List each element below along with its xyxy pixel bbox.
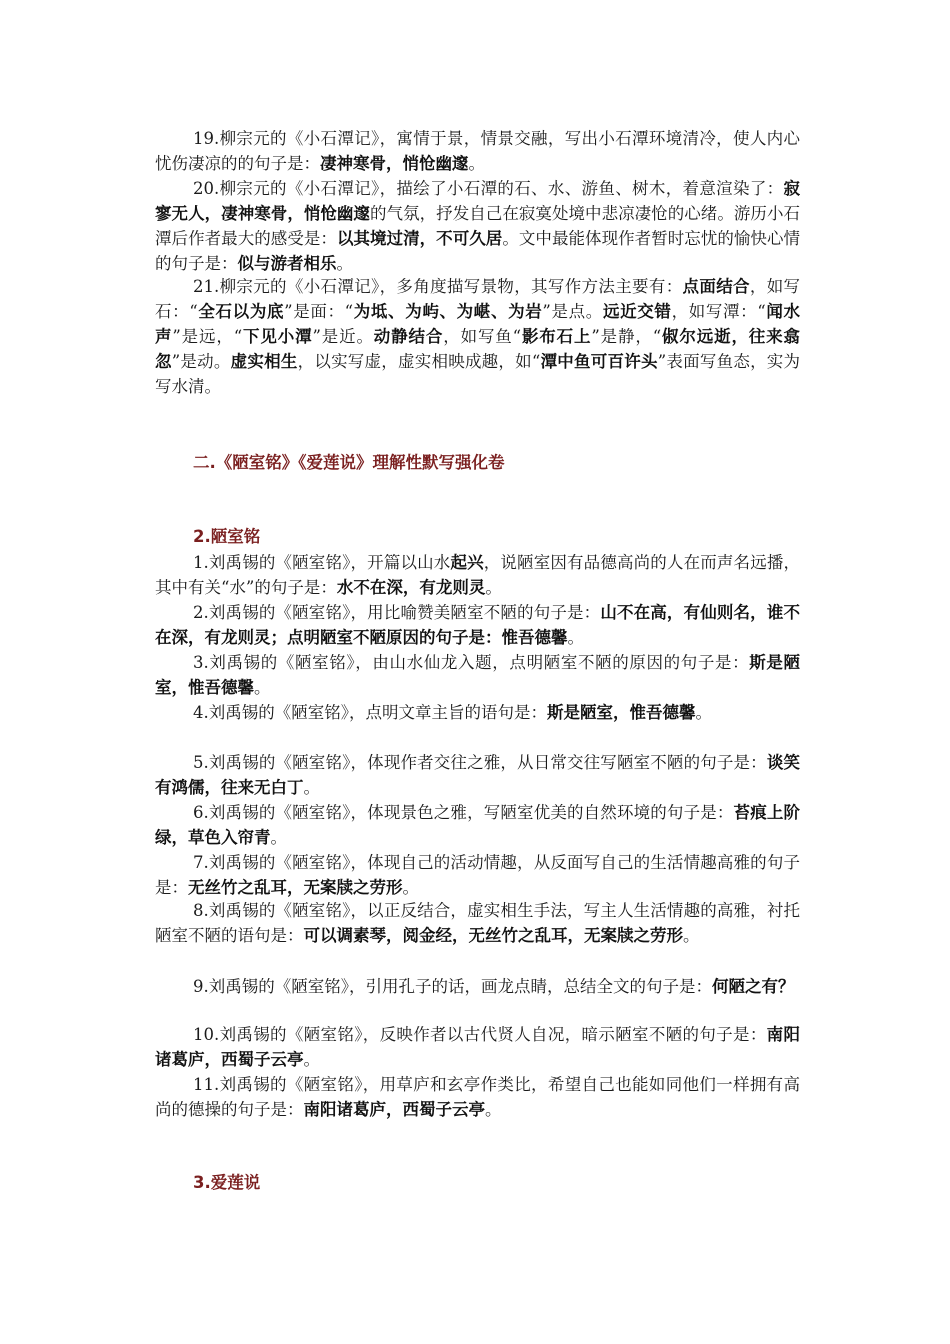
answer-text: 南阳诸葛庐，西蜀子云亭 (303, 1100, 485, 1119)
list-item (155, 800, 800, 850)
answer-text: 影布石上 (521, 327, 592, 346)
subsection-title-ailianshuo: 3.爱莲说 (193, 1173, 261, 1192)
question-text: 3.刘禹锡的《陋室铭》，由山水仙龙入题，点明陋室不陋的原因的句子是： (193, 653, 750, 672)
list-item (155, 600, 800, 650)
question-text: 5.刘禹锡的《陋室铭》，体现作者交往之雅，从日常交往写陋室不陋的句子是： (193, 753, 767, 772)
list-item (155, 974, 800, 999)
question-text: 11.刘禹锡的《陋室铭》，用草庐和玄亭作类比，希望自己也能如同他们一样拥有高尚的德操的句子是： (155, 1075, 800, 1119)
question-text: 7.刘禹锡的《陋室铭》，体现自己的活动情趣，从反面写自己的生活情趣高雅的句子是： (155, 853, 800, 897)
answer-text: 何陋之有？ (712, 977, 795, 996)
list-item (155, 126, 800, 176)
answer-text: 凄神寒骨，悄怆幽邃 (320, 154, 469, 173)
list-item (155, 750, 800, 800)
answer-text: 动静结合 (373, 327, 444, 346)
answer-text: 南阳诸葛庐，西蜀子云亭 (155, 1025, 801, 1069)
question-text: ，如写鱼“ (443, 327, 522, 346)
question-text: ”是远，“ (172, 327, 243, 346)
question-text: ”是面：“ (284, 302, 354, 321)
question-text: 。 (254, 678, 271, 697)
question-text: 9.刘禹锡的《陋室铭》，引用孔子的话，画龙点睛，总结全文的句子是： (193, 977, 712, 996)
answer-text: 水不在深，有龙则灵 (336, 578, 486, 597)
question-text: 20.柳宗元的《小石潭记》，描绘了小石潭的石、水、游鱼、树木，着意渲染了： (193, 179, 784, 198)
list-item (155, 898, 800, 948)
question-text: 6.刘禹锡的《陋室铭》，体现景色之雅，写陋室优美的自然环境的句子是： (193, 803, 734, 822)
question-text: ，如写潭：“ (671, 302, 766, 321)
question-text: 。 (683, 926, 700, 945)
question-text: 19.柳宗元的《小石潭记》，寓情于景，情景交融，写出小石潭环境清冷，使人内心忧伤凄凉的的句子是： (155, 129, 800, 173)
question-text: 。 (468, 154, 485, 173)
question-text: 。 (270, 828, 287, 847)
subsection-title-loushiming: 2.陋室铭 (193, 527, 261, 546)
question-text: 。 (336, 254, 353, 273)
answer-text: 远近交错 (602, 302, 672, 321)
list-item (155, 550, 800, 600)
answer-text: 谈笑有鸿儒，往来无白丁 (155, 753, 800, 797)
question-text: 1.刘禹锡的《陋室铭》，开篇以山水 (193, 553, 451, 572)
question-text: 10.刘禹锡的《陋室铭》，反映作者以古代贤人自况，暗示陋室不陋的句子是： (193, 1025, 767, 1044)
question-text: ，说陋室因有品德高尚的人在而声名远播，其中有关“水”的句子是： (155, 553, 801, 597)
section-title: 二.《陋室铭》《爱莲说》理解性默写强化卷 (193, 453, 505, 472)
answer-text: 起兴 (450, 553, 484, 572)
list-item (155, 650, 800, 700)
question-text: 。 (402, 878, 419, 897)
question-text: ，如写石：“ (155, 277, 801, 321)
answer-text: 斯是陋室，惟吾德馨 (547, 703, 696, 722)
question-text: ，以实写虚，虚实相映成趣，如“ (297, 352, 541, 371)
question-text: 2.刘禹锡的《陋室铭》，用比喻赞美陋室不陋的句子是： (193, 603, 601, 622)
answer-text: 俶尔远逝，往来翕忽 (155, 327, 801, 371)
answer-text: 寂寥无人，凄神寒骨，悄怆幽邃 (155, 179, 800, 223)
question-text: ”表面写鱼态，实为写水清。 (155, 352, 801, 396)
answer-text: 无丝竹之乱耳，无案牍之劳形 (188, 878, 403, 897)
question-text: 8.刘禹锡的《陋室铭》，以正反结合，虚实相生手法，写主人生活情趣的高雅，衬托陋室不陋的语句是： (155, 901, 800, 945)
question-text: ”是近。 (312, 327, 374, 346)
question-text: ”是动。 (171, 352, 231, 371)
answer-text: 似与游者相乐 (237, 254, 337, 273)
question-text: ”是点。 (542, 302, 603, 321)
answer-text: 斯是陋室，惟吾德馨 (155, 653, 801, 697)
list-item (155, 176, 800, 276)
answer-text: 虚实相生 (230, 352, 298, 371)
question-text: 。 (485, 1100, 502, 1119)
list-item (155, 1022, 800, 1072)
answer-text: 潭中鱼可百许头 (540, 352, 658, 371)
answer-text: 点面结合 (682, 277, 750, 296)
list-item (155, 700, 800, 725)
question-text: 。 (567, 628, 584, 647)
answer-text: 可以调素琴，阅金经，无丝竹之乱耳，无案牍之劳形 (303, 926, 683, 945)
question-text: 21.柳宗元的《小石潭记》，多角度描写景物，其写作方法主要有： (193, 277, 683, 296)
answer-text: 为坻、为屿、为嵁、为岩 (353, 302, 543, 321)
question-text: 。 (303, 778, 320, 797)
answer-text: 闻水声 (155, 302, 801, 346)
answer-text: 山不在高，有仙则名，谁不在深，有龙则灵；点明陋室不陋原因的句子是：惟吾德馨 (155, 603, 800, 647)
question-text: 的气氛，抒发自己在寂寞处境中悲凉凄怆的心绪。游历小石潭后作者最大的感受是： (155, 204, 801, 248)
question-text: 。 (695, 703, 712, 722)
question-text: ”是静，“ (591, 327, 662, 346)
answer-text: 下见小潭 (242, 327, 313, 346)
list-item (155, 1072, 800, 1122)
answer-text: 全石以为底 (197, 302, 285, 321)
question-text: 4.刘禹锡的《陋室铭》，点明文章主旨的语句是： (193, 703, 547, 722)
question-text: 。文中最能体现作者暂时忘忧的愉快心情的句子是： (155, 229, 801, 273)
question-text: 。 (303, 1050, 320, 1069)
answer-text: 苔痕上阶绿，草色入帘青 (155, 803, 801, 847)
question-text: 。 (485, 578, 502, 597)
answer-text: 以其境过清，不可久居 (336, 229, 503, 248)
list-item (155, 274, 800, 399)
list-item (155, 850, 800, 900)
